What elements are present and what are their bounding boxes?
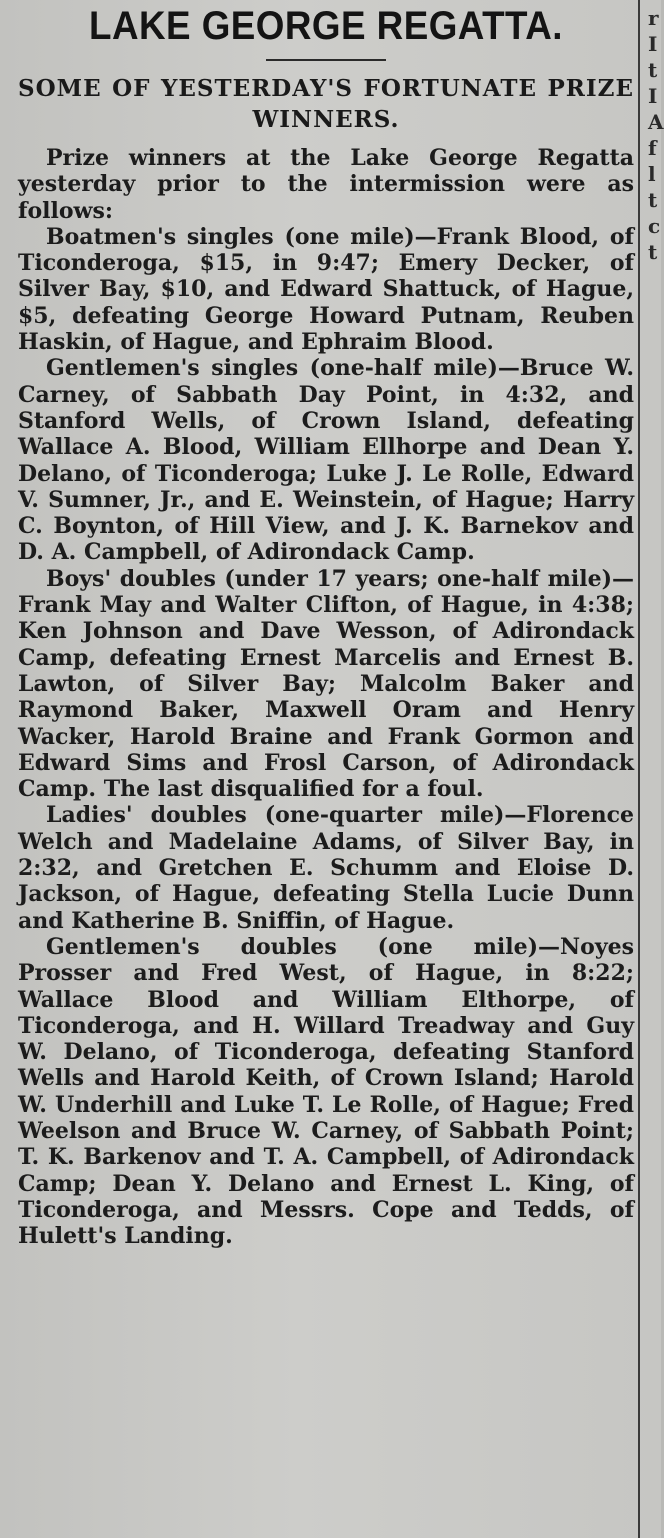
adjacent-letter: I	[648, 32, 658, 56]
headline-divider	[266, 59, 386, 61]
adjacent-letter: c	[648, 214, 661, 238]
adjacent-column-fragment	[646, 0, 664, 1538]
article-column	[18, 0, 634, 1538]
adjacent-letter: l	[648, 162, 656, 186]
intro-paragraph: Prize winners at the Lake George Regatta yesterday prior to the intermission were as follows:	[18, 145, 634, 224]
column-rule	[638, 0, 640, 1538]
article-body	[18, 145, 634, 1249]
adjacent-letter: t	[648, 188, 658, 212]
gentlemens-singles-paragraph: Gentlemen's singles (one-half mile)—Bruce W. Carney, of Sabbath Day Point, in 4:32, and Stanford Wells, of Crown Island, defeating Wallace A. Blood, William Ellhorpe and Dean Y. Delano, of Ticonderoga; Luke J. Le Rolle, Edward V. Sumner, Jr., and E. Weinstein, of Hague; Harry C. Boynton, of Hill View, and J. K. Barnekov and D. A. Campbell, of Adirondack Camp.	[18, 355, 634, 566]
subheadline: SOME OF YESTERDAY'S FORTUNATE PRIZE WINNERS.	[18, 75, 634, 133]
boatmens-singles-paragraph: Boatmen's singles (one mile)—Frank Blood, of Ticonderoga, $15, in 9:47; Emery Decker, of Silver Bay, $10, and Edward Shattuck, of Hague, $5, defeating George Howard Putnam, Reuben Haskin, of Hague, and Ephraim Blood.	[18, 223, 634, 356]
headline: LAKE GEORGE REGATTA.	[88, 4, 563, 48]
adjacent-letter: t	[648, 58, 658, 82]
adjacent-letter: f	[648, 136, 657, 160]
adjacent-letter: r	[648, 6, 659, 30]
adjacent-letter: I	[648, 84, 658, 108]
gentlemens-doubles-paragraph: Gentlemen's doubles (one mile)—Noyes Prosser and Fred West, of Hague, in 8:22; Wallace Blood and William Elthorpe, of Ticonderoga, and H. Willard Treadway and Guy W. Delano, of Ticonderoga, defeating Stanford Wells and Harold Keith, of Crown Island; Harold W. Underhill and Luke T. Le Rolle, of Hague; Fred Weelson and Bruce W. Carney, of Sabbath Point; T. K. Barkenov and T. A. Campbell, of Adirondack Camp; Dean Y. Delano and Ernest L. King, of Ticonderoga, and Messrs. Cope and Tedds, of Hulett's Landing.	[18, 933, 634, 1250]
adjacent-letter: t	[648, 240, 658, 264]
ladies-doubles-paragraph: Ladies' doubles (one-quarter mile)—Florence Welch and Madelaine Adams, of Silver Bay, in 2:32, and Gretchen E. Schumm and Eloise D. Jackson, of Hague, defeating Stella Lucie Dunn and Katherine B. Sniffin, of Hague.	[18, 802, 634, 934]
adjacent-letter: A	[648, 110, 664, 134]
boys-doubles-paragraph: Boys' doubles (under 17 years; one-half mile)—Frank May and Walter Clifton, of Hague, in 4:38; Ken Johnson and Dave Wesson, of Adirondack Camp, defeating Ernest Marcelis and Ernest B. Lawton, of Silver Bay; Malcolm Baker and Raymond Baker, Maxwell Oram and Henry Wacker, Harold Braine and Frank Gormon and Edward Sims and Frosl Carson, of Adirondack Camp. The last disqualified for a foul.	[18, 565, 634, 803]
